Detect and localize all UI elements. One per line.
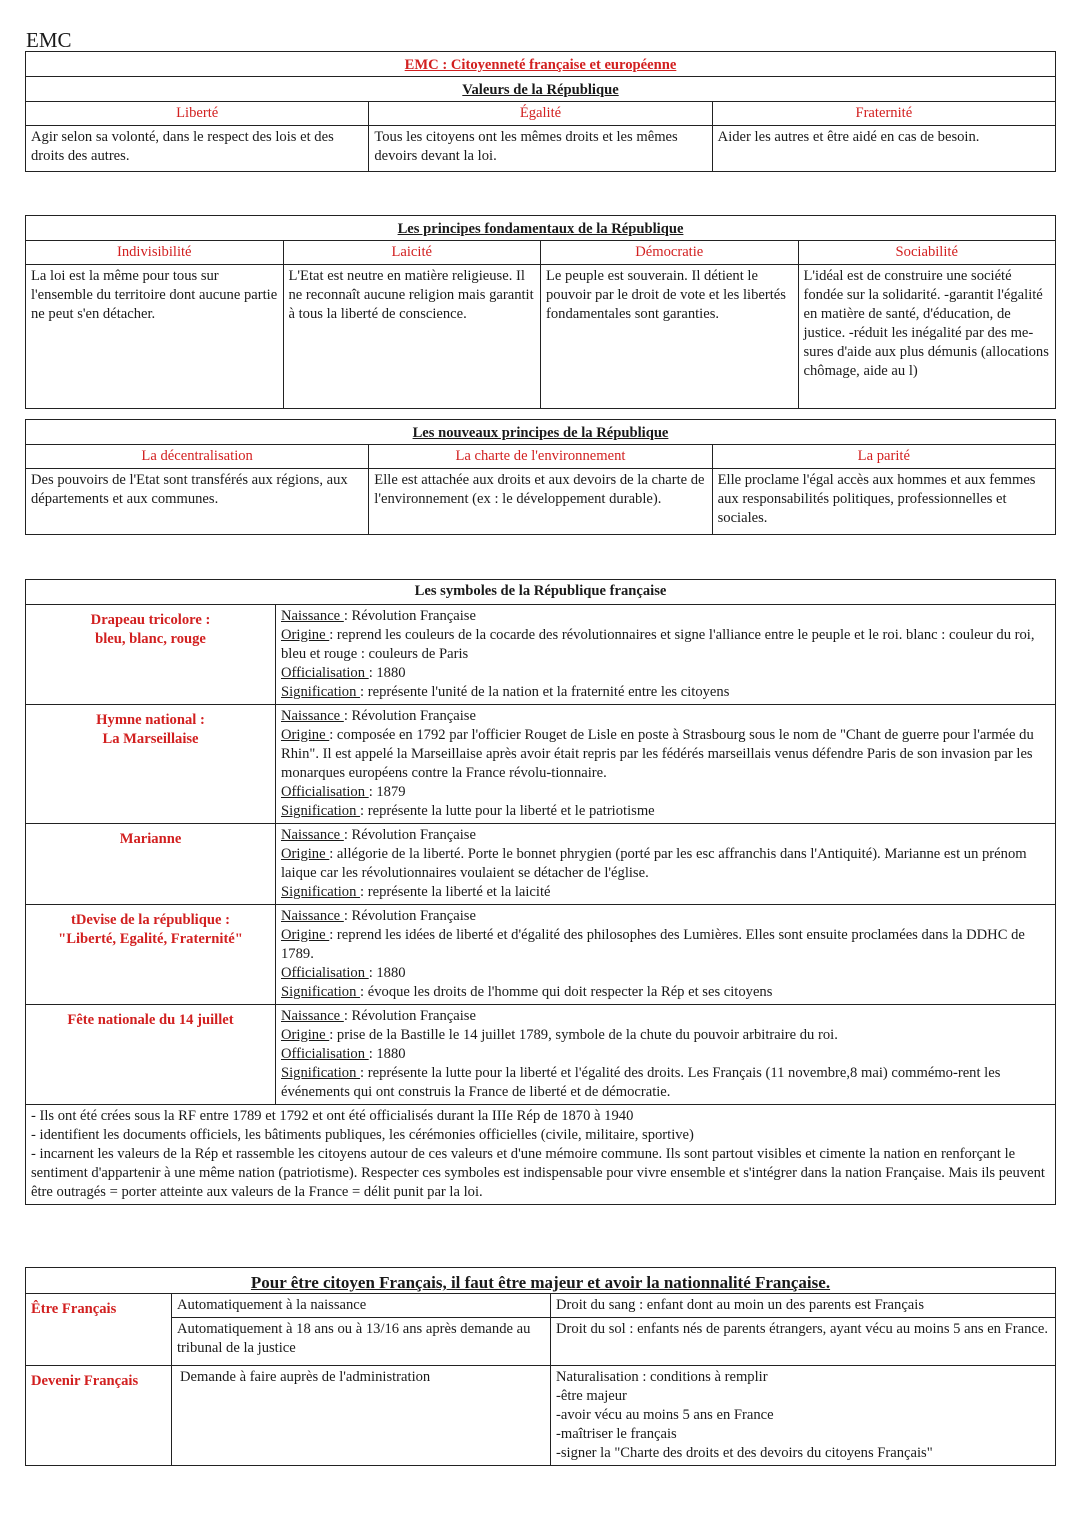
valeurs-table [25, 51, 1056, 172]
symboles-title: Les symboles de la République française [26, 580, 1056, 605]
principe-header-indivisibilite: Indivisibilité [26, 241, 284, 265]
nouveaux-title: Les nouveaux principes de la République [26, 420, 1056, 445]
nouveau-cell-decentralisation: Des pouvoirs de l'Etat sont transférés aux régions, aux départements et aux communes. [26, 469, 369, 535]
nouveau-header-parite: La parité [712, 445, 1055, 469]
valeur-header-egalite: Égalité [369, 102, 712, 126]
nouveau-cell-parite: Elle proclame l'égal accès aux hommes et aux femmes aux responsabilités politiques, professionnelles et sociales. [712, 469, 1055, 535]
principe-cell-democratie: Le peuple est souverain. Il détient le pouvoir par le droit de vote et les libertés fondamentales sont garanties. [541, 265, 799, 409]
nouveau-header-charte: La charte de l'environnement [369, 445, 712, 469]
valeur-header-liberte: Liberté [26, 102, 369, 126]
symbole-name-devise: tDevise de la république : "Liberté, Egalité, Fraternité" [26, 905, 276, 1005]
symbole-detail-marianne: Naissance : Révolution Française Origine : allégorie de la liberté. Porte le bonnet phrygien (porté par les esc affranchis dans l'Antiquité). Marianne est un prénom laique car les révolutionnaires voulaient se détacher de l'église. Signification : représente la liberté et la laicité [276, 824, 1056, 905]
principe-cell-sociabilite: L'idéal est de construire une société fondée sur la solidarité. -garantit l'égalité en matière de santé, d'éducation, de justice. -réduit les inégalité par des me-sures d'aide aux plus démunis (allocations chômage, aide au l) [798, 265, 1056, 409]
etre-detail-sol: Droit du sol : enfants nés de parents étrangers, ayant vécu au moins 5 ans en France. [551, 1318, 1056, 1366]
citoyen-title: Pour être citoyen Français, il faut être majeur et avoir la nationnalité Française. [26, 1268, 1056, 1294]
principe-header-sociabilite: Sociabilité [798, 241, 1056, 265]
valeur-cell-liberte: Agir selon sa volonté, dans le respect des lois et des droits des autres. [26, 126, 369, 172]
document-title: EMC : Citoyenneté française et européenne [26, 52, 1056, 77]
devenir-detail: Naturalisation : conditions à remplir -être majeur -avoir vécu au moins 5 ans en France -maîtriser le français -signer la "Charte des droits et des devoirs du citoyens Français" [551, 1366, 1056, 1466]
etre-francais-label: Être Français [26, 1294, 172, 1366]
symbole-name-drapeau: Drapeau tricolore : bleu, blanc, rouge [26, 605, 276, 705]
principe-cell-laicite: L'Etat est neutre en matière religieuse. Il ne reconnaît aucune religion mais garantit à tous la liberté de conscience. [283, 265, 541, 409]
symbole-detail-devise: Naissance : Révolution Française Origine : reprend les idées de liberté et d'égalité des philosophes des Lumières. Elles sont ensuite proclamées dans la DDHC de 1789. Officialisation : 1880 Signification : évoque les droits de l'homme qui doit respecter la Rép et ses citoyens [276, 905, 1056, 1005]
devenir-francais-label: Devenir Français [26, 1366, 172, 1466]
principe-header-laicite: Laicité [283, 241, 541, 265]
nouveau-cell-charte: Elle est attachée aux droits et aux devoirs de la charte de l'environnement (ex : le développement durable). [369, 469, 712, 535]
principe-header-democratie: Démocratie [541, 241, 799, 265]
principe-cell-indivisibilite: La loi est la même pour tous sur l'ensemble du territoire dont aucune partie ne peut s'en détacher. [26, 265, 284, 409]
symbole-detail-hymne: Naissance : Révolution Française Origine : composée en 1792 par l'officier Rouget de Lisle en poste à Strasbourg sous le nom de "Chant de guerre pour l'armée du Rhin". Il est appelé la Marseillaise après avoir était repris par les fédérés marseillais venus défendre Paris de son invasion par les monarques européens contre la France révolu-tionnaire. Officialisation : 1879 Signification : représente la lutte pour la liberté et le patriotisme [276, 705, 1056, 824]
etre-detail-sang: Droit du sang : enfant dont au moin un des parents est Français [551, 1294, 1056, 1318]
nouveau-header-decentralisation: La décentralisation [26, 445, 369, 469]
valeur-cell-egalite: Tous les citoyens ont les mêmes droits et les mêmes devoirs devant la loi. [369, 126, 712, 172]
valeurs-subtitle: Valeurs de la République [26, 77, 1056, 102]
symboles-notes: - Ils ont été crées sous la RF entre 1789 et 1792 et ont été officialisés durant la IIIe Rép de 1870 à 1940 - identifient les documents officiels, les bâtiments publiques, les cérémonies officielles (civile, militaire, sportive) - incarnent les valeurs de la Rép et rassemble les citoyens autour de ces valeurs et d'une mémoire commune. Ils sont partout visibles et cimente la nation en renforçant le sentiment d'appartenir à une même nation (patriotisme). Respecter ces symboles est indispensable pour vivre ensemble et s'intégrer dans la nation Française. Mais ils peuvent être outragés = porter atteinte aux valeurs de la France = délit punit par la loi. [26, 1105, 1056, 1205]
principes-table [25, 215, 1056, 409]
valeur-header-fraternite: Fraternité [712, 102, 1055, 126]
etre-how-naissance: Automatiquement à la naissance [172, 1294, 551, 1318]
devenir-how: Demande à faire auprès de l'administration [172, 1366, 551, 1466]
symbole-detail-drapeau: Naissance : Révolution Française Origine : reprend les couleurs de la cocarde des révolutionnaires et signe l'alliance entre le peuple et le roi. blanc : couleur du roi, bleu et rouge : couleurs de Paris Officialisation : 1880 Signification : représente l'unité de la nation et la fraternité entre les citoyens [276, 605, 1056, 705]
symbole-name-hymne: Hymne national : La Marseillaise [26, 705, 276, 824]
symbole-name-fete: Fête nationale du 14 juillet [26, 1005, 276, 1105]
symbole-detail-fete: Naissance : Révolution Française Origine : prise de la Bastille le 14 juillet 1789, symbole de la chute du pouvoir arbitraire du roi. Officialisation : 1880 Signification : représente la lutte pour la liberté et l'égalité des droits. Les Français (11 novembre,8 mai) commémo-rent les événements qui ont construis la France de liberté et de démocratie. [276, 1005, 1056, 1105]
principes-title: Les principes fondamentaux de la République [26, 216, 1056, 241]
page-label: EMC [26, 28, 72, 52]
citoyen-table [25, 1267, 1056, 1466]
nouveaux-table [25, 419, 1056, 535]
etre-how-18ans: Automatiquement à 18 ans ou à 13/16 ans après demande au tribunal de la justice [172, 1318, 551, 1366]
symboles-table [25, 579, 1056, 1205]
valeur-cell-fraternite: Aider les autres et être aidé en cas de besoin. [712, 126, 1055, 172]
symbole-name-marianne: Marianne [26, 824, 276, 905]
